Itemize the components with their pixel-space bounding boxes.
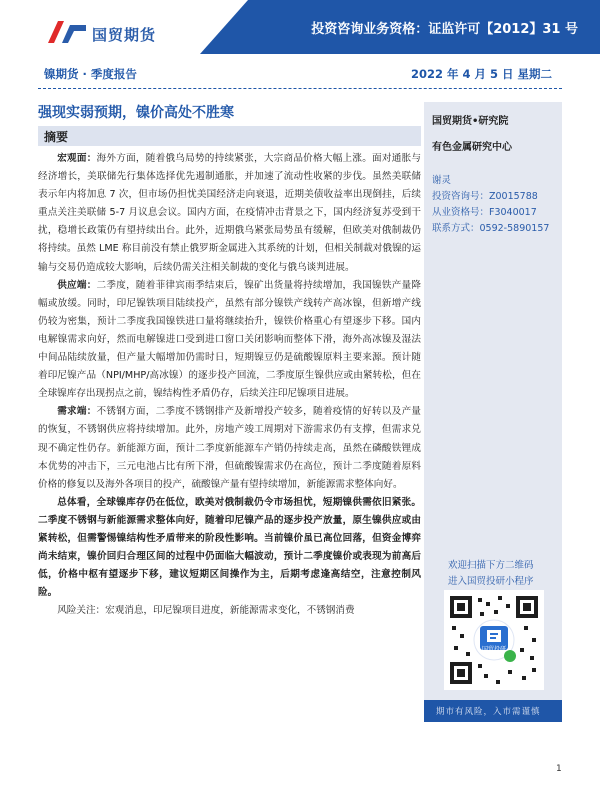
paragraph-demand: 需求端：不锈钢方面，二季度不锈钢排产及新增投产较多，随着疫情的好转以及产量的恢复，不锈钢供应将持续增加。此外，房地产竣工周期对下游需求仍有支撑，但需求兑现不确定性仍存。新能源方面，预计二季度新能源车产销仍持续走高，虽然在磷酸铁锂成本优势的冲击下，三元电池占比有所下滑，但硫酸镍需求仍在高位，预计二季度随着原料价格的修复以及海外各项目的投产，硫酸镍产量有望持续增加，新能源需求整体向好。 (38, 406, 422, 490)
main-content (38, 102, 421, 620)
report-title: 强现实弱预期，镍价高处不胜寒 (38, 105, 234, 121)
report-subheader (0, 60, 600, 86)
risk-warning-text: 期市有风险，入市需谨慎 (436, 707, 541, 717)
qualification-title: 投资咨询业务资格：证监许可【2012】31 号 (311, 22, 578, 37)
paragraph-macro: 宏观面：海外方面，随着俄乌局势的持续紧张，大宗商品价格大幅上涨。面对通胀与经济增长，美联储先行集体选择优先遏制通胀，并加速了流动性收紧的步伐。虽然美联储表示年内将加息 7 次，但市场仍担忧美国经济走向衰退，近期美债收益率出现倒挂，后续重点关注美联储 5-7 月议息会议。国内方面，在疫情冲击背景之下，国内经济复苏受到干扰，稳增长政策仍有望持续出台。此外，近期俄乌紧张局势虽有缓解，但欧美对俄制裁仍将持续。虽然 LME 称目前没有禁止俄罗斯金属进入其系统的计划，但相关制裁对俄镍的运输与交易仍造成较大影响，后续仍需关注相关制裁的变化与俄乌谈判进展。 (38, 153, 422, 273)
department-name: 有色金属研究中心 (432, 142, 512, 153)
qr-prompt-line1: 欢迎扫描下方二维码 (448, 560, 534, 571)
logo (0, 0, 200, 54)
page-number: 1 (556, 764, 562, 774)
paragraph-supply: 供应端：二季度，随着菲律宾雨季结束后，镍矿出货量将持续增加，我国镍铁产量降幅或放缓。同时，印尼镍铁项目陆续投产，虽然有部分镍铁产线转产高冰镍，但新增产线仍较为密集，预计二季度我国镍铁进口量将继续抬升，镍铁价格重心有望逐步下移。国内电解镍需求向好，然而电解镍进口受到进口窗口关闭影响而整体下滑，海外高冰镍及湿法中间品陆续放量，但产量大幅增加仍需时日，短期镍豆仍是硫酸镍原料主要来源。预计随着印尼镍产品（NPI/MHP/高冰镍）的逐步投产回流，二季度原生镍供应或由紧转松，但在全球镍库存出现拐点之前，镍结构性矛盾仍存，后续关注印尼镍项目进展。 (38, 279, 422, 400)
report-date: 2022 年 4 月 5 日 星期二 (410, 67, 552, 81)
abstract-header (38, 126, 421, 146)
risk-note: 风险关注：宏观消息，印尼镍项目进度，新能源需求变化，不锈钢消费 (57, 605, 355, 617)
abstract-label: 摘要 (44, 130, 69, 144)
itg-logo-icon (48, 21, 86, 43)
institute-name: 国贸期货•研究院 (432, 116, 509, 127)
logo-text: 国贸期货 (92, 26, 157, 44)
paragraph-summary: 总体看，全球镍库存仍在低位，欧美对俄制裁仍令市场担忧，短期镍供需依旧紧张。二季度不锈钢与新能源需求整体向好，随着印尼镍产品的逐步投产放量，原生镍供应或由紧转松，但需警惕镍结构性矛盾带来的阶段性影响。当前镍价虽已高位回落，但资金博弈尚未结束，镍价回归合理区间的过程中仍面临大幅波动，预计二季度镍价或表现为前高后低，价格中枢有望逐步下移，建议短期区间操作为主，后期考虑逢高结空，注意控制风险。 (38, 496, 421, 599)
risk-warning-banner (424, 700, 562, 722)
analyst-qualification: 投资咨询号：Z0015788 (432, 191, 538, 202)
analyst-name: 谢灵 (432, 175, 452, 186)
qr-code-icon[interactable] (444, 590, 544, 690)
analyst-license: 从业资格号：F3040017 (432, 207, 537, 218)
dashed-divider (38, 88, 562, 89)
qr-prompt-line2: 进入国贸投研小程序 (448, 576, 534, 587)
qr-label: 国贸投研 (482, 646, 507, 653)
report-type: 镍期货 · 季度报告 (44, 67, 137, 81)
page-header (0, 0, 600, 54)
analyst-contact: 联系方式：0592-5890157 (432, 223, 550, 234)
